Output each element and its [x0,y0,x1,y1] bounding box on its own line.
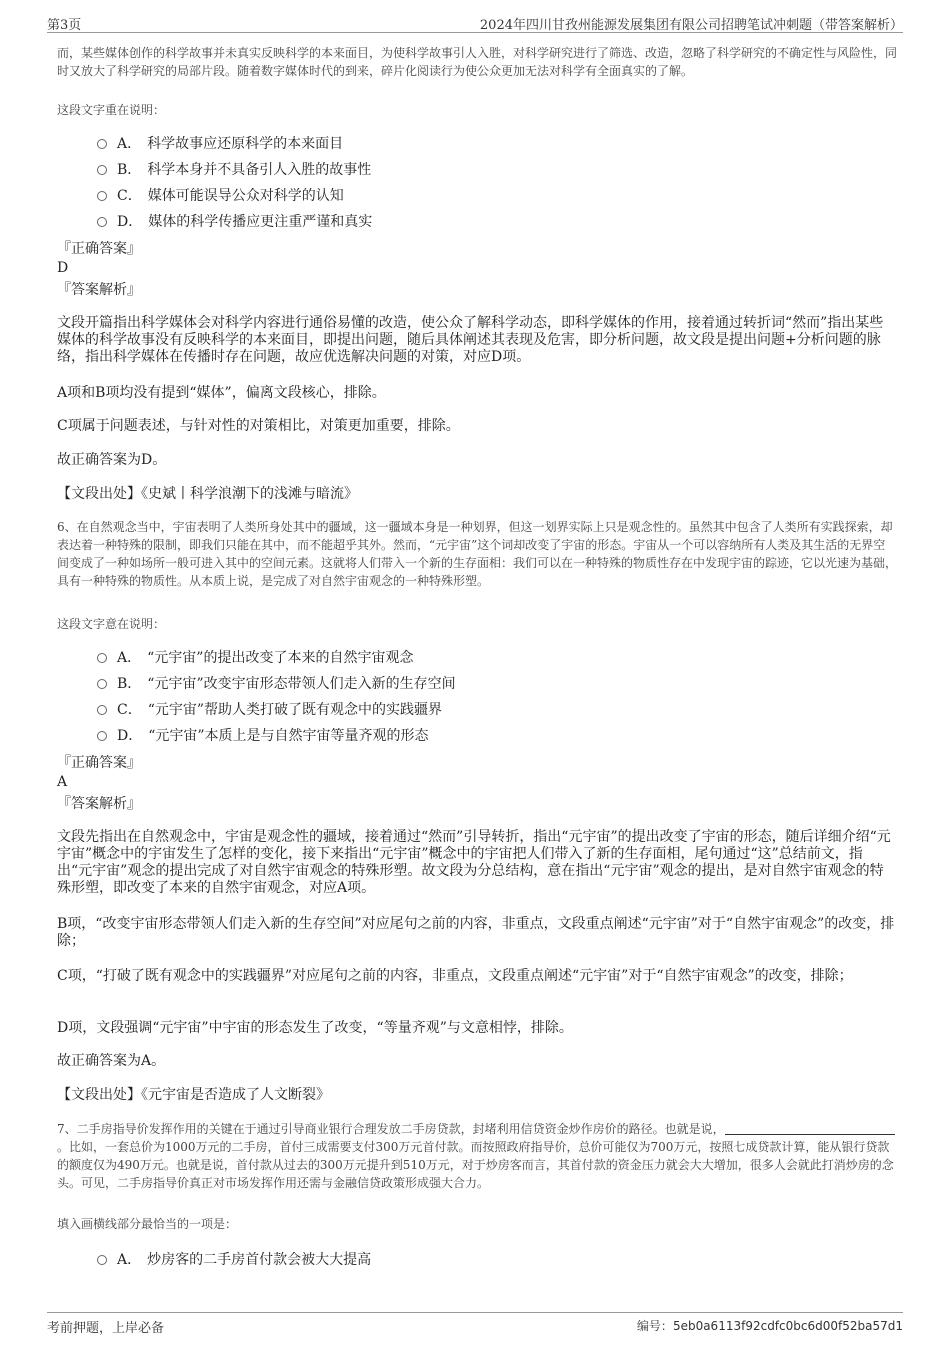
q6-answer: A [57,774,68,790]
document-title: 2024年四川甘孜州能源发展集团有限公司招聘笔试冲刺题（带答案解析） [479,18,903,33]
q5-passage-tail: 而，某些媒体创作的科学故事并未真实反映科学的本来面目，为使科学故事引人入胜，对科学研究进行了筛选、改造，忽略了科学研究的不确定性与风险性，同时又放大了科学研究的局部片段。随着数字媒体时代的到来，碎片化阅读行为使公众更加无法对科学有全面真实的了解。 [57,46,898,78]
q5-option-c[interactable]: C． 媒体可能误导公众对科学的认知 [97,186,344,206]
page-header [47,14,903,33]
q5-question: 这段文字重在说明： [57,103,166,117]
answer-blank [725,1122,895,1135]
radio-icon[interactable] [97,1255,107,1265]
q6-answer-label: 『正确答案』 [57,755,141,771]
page-footer [47,1312,903,1335]
q6-source: 【文段出处】《元宇宙是否造成了人文断裂》 [57,1087,330,1103]
q7-option-a[interactable]: A． 炒房客的二手房首付款会被大大提高 [97,1250,371,1270]
q6-stem: 6、在自然观念当中，宇宙表明了人类所身处其中的疆域，这一疆域本身是一种划界，但这一划界实际上只是观念性的。虽然其中包含了人类所有实践探索，却表达着一种特殊的限制，即我们只能在其中，而不能超乎其外。然而，“元宇宙”这个词却改变了宇宙的形态。宇宙从一个可以容纳所有人类及其生活的无界空间变成了一种如场所一般可进入其中的空间元素。这就将人们带入一个新的生存面相：我们可以在一种特殊的物质性存在中发现宇宙的踪迹，它以光速为基础，具有一种特殊的物质性。从本质上说，是完成了对自然宇宙观念的一种特殊形塑。 [57,520,898,588]
radio-icon[interactable] [97,679,107,689]
q6-analysis-label: 『答案解析』 [57,796,141,812]
radio-icon[interactable] [97,165,107,175]
q5-analysis-p4: 故正确答案为D。 [57,452,167,468]
q5-answer-label: 『正确答案』 [57,241,141,257]
q5-answer: D [57,260,69,276]
radio-icon[interactable] [97,731,107,741]
q7-question: 填入画横线部分最恰当的一项是： [57,1217,238,1231]
q6-analysis-p4: D项，文段强调“元宇宙”中宇宙的形态发生了改变，“等量齐观”与文意相悖，排除。 [57,1020,573,1036]
q5-analysis-label: 『答案解析』 [57,282,141,298]
radio-icon[interactable] [97,191,107,201]
q5-analysis-p1: 文段开篇指出科学媒体会对科学内容进行通俗易懂的改造，使公众了解科学动态，即科学媒体的作用，接着通过转折词“然而”指出某些媒体的科学故事没有反映科学的本来面目，即提出问题，随后具体阐述其表现及危害，即分析问题，故文段是提出问题+分析问题的脉络，指出科学媒体在传播时存在问题，故应优选解决问题的对策，对应D项。 [57,315,884,365]
q6-option-c[interactable]: C． “元宇宙”帮助人类打破了既有观念中的实践疆界 [97,700,442,720]
q5-source: 【文段出处】《史斌丨科学浪潮下的浅滩与暗流》 [57,486,358,502]
radio-icon[interactable] [97,139,107,149]
q5-option-b[interactable]: B． 科学本身并不具备引人入胜的故事性 [97,160,371,180]
footer-slogan: 考前押题，上岸必备 [47,1321,165,1336]
q6-analysis-p2: B项，“改变宇宙形态带领人们走入新的生存空间”对应尾句之前的内容，非重点，文段重点阐述“元宇宙”对于“自然宇宙观念”的改变，排除； [57,916,895,949]
q6-option-b[interactable]: B． “元宇宙”改变宇宙形态带领人们走入新的生存空间 [97,674,456,694]
q5-analysis-p2: A项和B项均没有提到“媒体”，偏离文段核心，排除。 [57,385,386,401]
page-number: 第3页 [47,18,82,33]
q6-analysis-p1: 文段先指出在自然观念中，宇宙是观念性的疆域，接着通过“然而”引导转折，指出“元宇宙”的提出改变了宇宙的形态，随后详细介绍“元宇宙”概念中的宇宙发生了怎样的变化，接下来指出“元宇宙”概念中的宇宙把人们带入了新的生存面相，尾句通过“这”总结前文，指出“元宇宙”观念的提出完成了对自然宇宙观念的特殊形塑。故文段为分总结构，意在指出“元宇宙”观念的提出，是对自然宇宙观念的特殊形塑，即改变了本来的自然宇宙观念，对应A项。 [57,829,891,896]
radio-icon[interactable] [97,705,107,715]
q5-option-d[interactable]: D． 媒体的科学传播应更注重严谨和真实 [97,212,372,232]
q6-option-a[interactable]: A． “元宇宙”的提出改变了本来的自然宇宙观念 [97,648,413,668]
q7-stem: 7、二手房指导价发挥作用的关键在于通过引导商业银行合理发放二手房贷款，封堵利用信贷资金炒作房价的路径。也就是说，。比如，一套总价为1000万元的二手房，首付三成需要支付300万元首付款。而按照政府指导价，总价可能仅为700万元，按照七成贷款计算，能从银行贷款的额度仅为490万元。也就是说，首付款从过去的300万元提升到510万元，对于炒房客而言，其首付款的资金压力就会大大增加，很多人会就此打消炒房的念头。可见，二手房指导价真正对市场发挥作用还需与金融信贷政策形成强大合力。 [57,1122,894,1190]
q6-analysis-p3: C项，“打破了既有观念中的实践疆界”对应尾句之前的内容，非重点，文段重点阐述“元宇宙”对于“自然宇宙观念”的改变，排除； [57,968,853,984]
q6-analysis-p5: 故正确答案为A。 [57,1053,166,1069]
radio-icon[interactable] [97,217,107,227]
q6-question: 这段文字意在说明： [57,617,166,631]
document-code: 编号：5eb0a6113f92cdfc0bc6d00f52ba57d1 [636,1319,903,1333]
q5-analysis-p3: C项属于问题表述，与针对性的对策相比，对策更加重要，排除。 [57,418,460,434]
q6-option-d[interactable]: D． “元宇宙”本质上是与自然宇宙等量齐观的形态 [97,726,429,746]
q5-option-a[interactable]: A． 科学故事应还原科学的本来面目 [97,134,343,154]
radio-icon[interactable] [97,653,107,663]
